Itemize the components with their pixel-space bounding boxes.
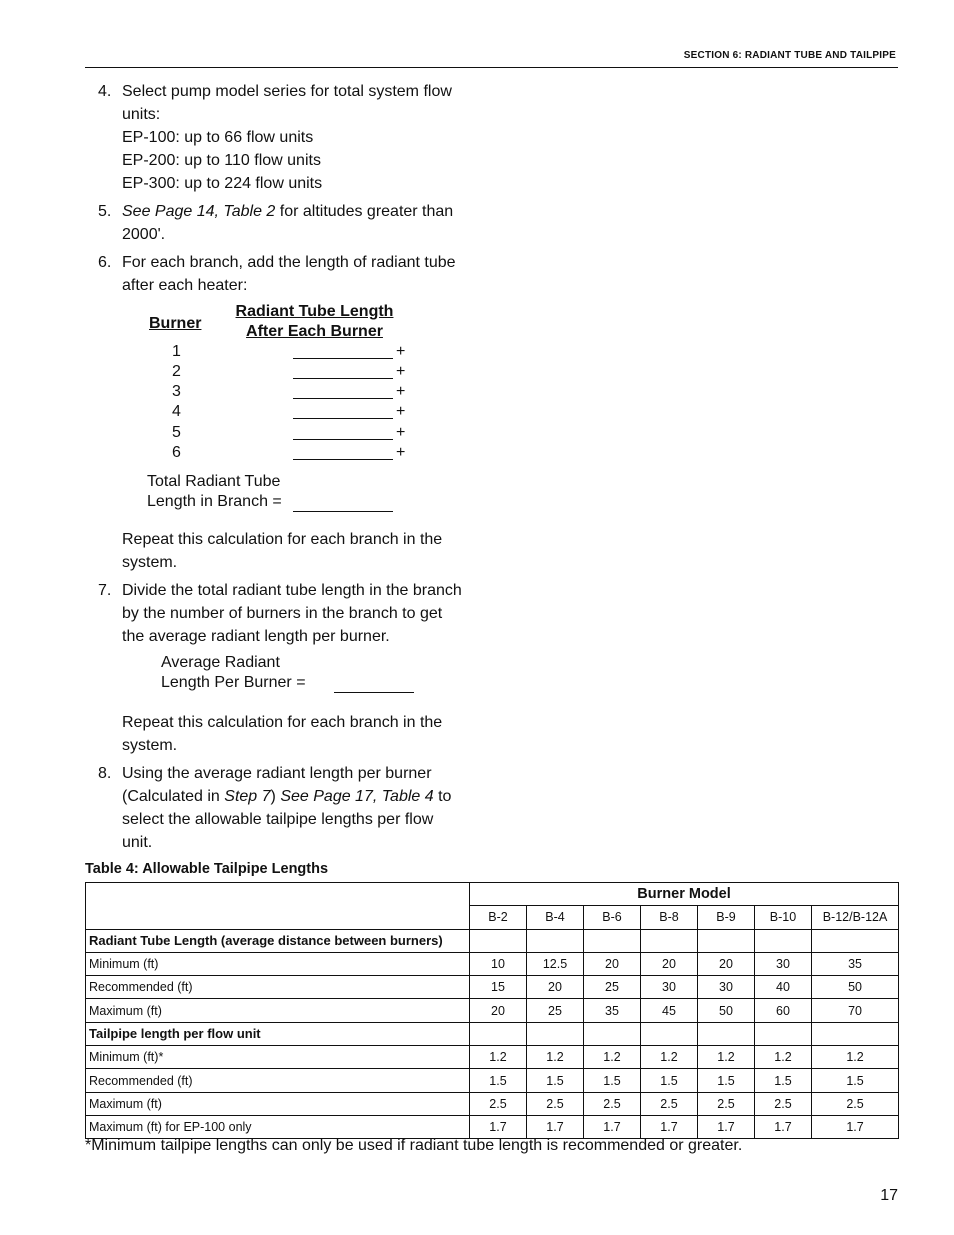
plus-sign: + — [396, 383, 406, 400]
step-number: 8. — [98, 765, 112, 782]
value-cell — [584, 929, 641, 952]
burner-row — [122, 362, 422, 382]
plus-sign: + — [396, 363, 406, 380]
table-header-row — [86, 883, 899, 906]
burner-number: 5 — [172, 424, 181, 441]
step-text: For each branch, add the length of radiant tube — [122, 254, 456, 271]
table-row — [86, 1022, 899, 1045]
value-cell: 60 — [755, 999, 812, 1022]
value-cell: 1.2 — [698, 1046, 755, 1069]
value-cell — [641, 1022, 698, 1045]
value-cell — [698, 1022, 755, 1045]
step-4 — [98, 80, 488, 195]
burner-number: 3 — [172, 383, 181, 400]
model-header: B-9 — [698, 906, 755, 929]
step-6 — [98, 251, 488, 297]
row-label: Minimum (ft) — [86, 952, 470, 975]
repeat-note — [98, 528, 488, 574]
value-cell: 1.5 — [584, 1069, 641, 1092]
row-label: Tailpipe length per flow unit — [86, 1022, 470, 1045]
row-label: Recommended (ft) — [86, 976, 470, 999]
model-header: B-8 — [641, 906, 698, 929]
table-row — [86, 1115, 899, 1138]
row-label: Maximum (ft) for EP-100 only — [86, 1115, 470, 1138]
plus-sign: + — [396, 424, 406, 441]
step-number: 4. — [98, 83, 112, 100]
value-cell: 35 — [584, 999, 641, 1022]
value-cell: 2.5 — [755, 1092, 812, 1115]
value-cell: 25 — [584, 976, 641, 999]
burner-worksheet — [122, 302, 488, 472]
step-text: by the number of burners in the branch to get — [122, 605, 443, 622]
value-cell: 1.7 — [527, 1115, 584, 1138]
step-text: Divide the total radiant tube length in the branch — [122, 582, 462, 599]
value-cell: 2.5 — [812, 1092, 899, 1115]
value-cell: 12.5 — [527, 952, 584, 975]
value-cell: 2.5 — [527, 1092, 584, 1115]
value-cell: 35 — [812, 952, 899, 975]
burner-number: 1 — [172, 343, 181, 360]
model-header: B-10 — [755, 906, 812, 929]
value-cell: 50 — [698, 999, 755, 1022]
header-line: Radiant Tube Length — [235, 303, 394, 320]
table-row — [86, 952, 899, 975]
value-cell: 25 — [527, 999, 584, 1022]
burner-model-header: Burner Model — [470, 883, 899, 906]
page-reference: See Page 14, Table 2 — [122, 203, 276, 220]
radiant-length-column-header — [227, 302, 402, 342]
model-header: B-2 — [470, 906, 527, 929]
average-length-line — [161, 653, 488, 705]
section-header: SECTION 6: RADIANT TUBE AND TAILPIPE — [683, 50, 896, 61]
value-cell: 40 — [755, 976, 812, 999]
page-number: 17 — [880, 1187, 898, 1204]
value-cell: 1.2 — [584, 1046, 641, 1069]
table-row — [86, 929, 899, 952]
step-7 — [98, 579, 488, 648]
value-cell — [527, 1022, 584, 1045]
step-text: ) — [270, 788, 281, 805]
model-header: B-6 — [584, 906, 641, 929]
value-cell: 1.5 — [755, 1069, 812, 1092]
value-cell: 10 — [470, 952, 527, 975]
value-cell: 2.5 — [698, 1092, 755, 1115]
step-text: select the allowable tailpipe lengths per flow — [122, 811, 434, 828]
step-8 — [98, 762, 488, 854]
value-cell: 1.7 — [698, 1115, 755, 1138]
value-cell: 1.7 — [812, 1115, 899, 1138]
value-cell: 1.2 — [527, 1046, 584, 1069]
value-cell: 70 — [812, 999, 899, 1022]
value-cell: 1.2 — [641, 1046, 698, 1069]
step-text: (Calculated in — [122, 788, 225, 805]
value-cell: 1.7 — [755, 1115, 812, 1138]
row-label: Maximum (ft) — [86, 1092, 470, 1115]
value-cell: 1.7 — [470, 1115, 527, 1138]
value-cell: 1.5 — [470, 1069, 527, 1092]
value-cell: 30 — [698, 976, 755, 999]
value-cell: 1.7 — [584, 1115, 641, 1138]
value-cell: 2.5 — [641, 1092, 698, 1115]
value-cell: 1.2 — [812, 1046, 899, 1069]
step-text: EP-200: up to 110 flow units — [122, 152, 321, 169]
value-cell: 2.5 — [584, 1092, 641, 1115]
step-number: 6. — [98, 254, 112, 271]
average-label: Length Per Burner = — [161, 674, 306, 691]
value-cell: 20 — [470, 999, 527, 1022]
burner-row — [122, 342, 422, 362]
step-text: 2000'. — [122, 226, 166, 243]
value-cell: 1.5 — [812, 1069, 899, 1092]
value-cell — [527, 929, 584, 952]
value-cell: 2.5 — [470, 1092, 527, 1115]
step-text: EP-300: up to 224 flow units — [122, 175, 323, 192]
empty-corner-cell — [86, 883, 470, 930]
value-cell: 1.7 — [641, 1115, 698, 1138]
value-cell — [584, 1022, 641, 1045]
total-length-line — [147, 472, 488, 522]
value-cell: 15 — [470, 976, 527, 999]
plus-sign: + — [396, 343, 406, 360]
value-cell: 30 — [755, 952, 812, 975]
step-text: the average radiant length per burner. — [122, 628, 390, 645]
page-reference: See Page 17, Table 4 — [280, 788, 434, 805]
value-cell — [812, 1022, 899, 1045]
length-blank — [293, 402, 393, 419]
value-cell — [641, 929, 698, 952]
model-header: B-12/B-12A — [812, 906, 899, 929]
table-row — [86, 976, 899, 999]
burner-row — [122, 443, 422, 463]
length-blank — [293, 342, 393, 359]
value-cell: 20 — [584, 952, 641, 975]
burner-number: 6 — [172, 444, 181, 461]
value-cell: 1.2 — [755, 1046, 812, 1069]
value-cell — [470, 929, 527, 952]
value-cell — [812, 929, 899, 952]
burner-row — [122, 402, 422, 422]
row-label: Minimum (ft)* — [86, 1046, 470, 1069]
row-label: Recommended (ft) — [86, 1069, 470, 1092]
plus-sign: + — [396, 403, 406, 420]
length-blank — [293, 382, 393, 399]
step-text: unit. — [122, 834, 153, 851]
burner-number: 2 — [172, 363, 181, 380]
header-rule — [85, 67, 898, 68]
value-cell: 20 — [527, 976, 584, 999]
header-line: After Each Burner — [246, 323, 383, 340]
average-blank — [334, 676, 414, 693]
step-text: units: — [122, 106, 161, 123]
total-blank — [293, 495, 393, 512]
total-label: Length in Branch = — [147, 493, 282, 510]
burner-column-header: Burner — [149, 315, 202, 332]
value-cell: 50 — [812, 976, 899, 999]
row-label: Maximum (ft) — [86, 999, 470, 1022]
instructions-column — [98, 80, 488, 859]
length-blank — [293, 423, 393, 440]
row-label: Radiant Tube Length (average distance between burners) — [86, 929, 470, 952]
value-cell: 1.2 — [470, 1046, 527, 1069]
table-title: Table 4: Allowable Tailpipe Lengths — [85, 861, 329, 877]
table-row — [86, 999, 899, 1022]
table-row — [86, 1069, 899, 1092]
step-text: EP-100: up to 66 flow units — [122, 129, 314, 146]
length-blank — [293, 443, 393, 460]
step-5 — [98, 200, 488, 246]
burner-row — [122, 382, 422, 402]
value-cell — [698, 929, 755, 952]
repeat-note — [98, 711, 488, 757]
step-number: 7. — [98, 582, 112, 599]
total-label: Total Radiant Tube — [147, 473, 281, 490]
table-row — [86, 1092, 899, 1115]
step-text: for altitudes greater than — [275, 203, 454, 220]
value-cell — [755, 1022, 812, 1045]
average-label: Average Radiant — [161, 654, 280, 671]
step-number: 5. — [98, 203, 112, 220]
step-text: Select pump model series for total system flow — [122, 83, 452, 100]
value-cell — [470, 1022, 527, 1045]
value-cell: 1.5 — [698, 1069, 755, 1092]
note-line: system. — [122, 737, 178, 754]
burner-row — [122, 423, 422, 443]
plus-sign: + — [396, 444, 406, 461]
value-cell: 20 — [641, 952, 698, 975]
table-footnote: *Minimum tailpipe lengths can only be used if radiant tube length is recommended or greater. — [85, 1137, 743, 1154]
value-cell: 20 — [698, 952, 755, 975]
table-row — [86, 1046, 899, 1069]
value-cell: 45 — [641, 999, 698, 1022]
value-cell: 1.5 — [527, 1069, 584, 1092]
step-reference: Step 7 — [224, 788, 271, 805]
model-header: B-4 — [527, 906, 584, 929]
length-blank — [293, 362, 393, 379]
tailpipe-table — [85, 882, 899, 1139]
value-cell — [755, 929, 812, 952]
note-line: system. — [122, 554, 178, 571]
step-text: after each heater: — [122, 277, 248, 294]
note-line: Repeat this calculation for each branch in the — [122, 714, 443, 731]
value-cell: 1.5 — [641, 1069, 698, 1092]
step-text: Using the average radiant length per burner — [122, 765, 432, 782]
step-text: to — [433, 788, 452, 805]
value-cell: 30 — [641, 976, 698, 999]
burner-number: 4 — [172, 403, 181, 420]
note-line: Repeat this calculation for each branch in the — [122, 531, 443, 548]
